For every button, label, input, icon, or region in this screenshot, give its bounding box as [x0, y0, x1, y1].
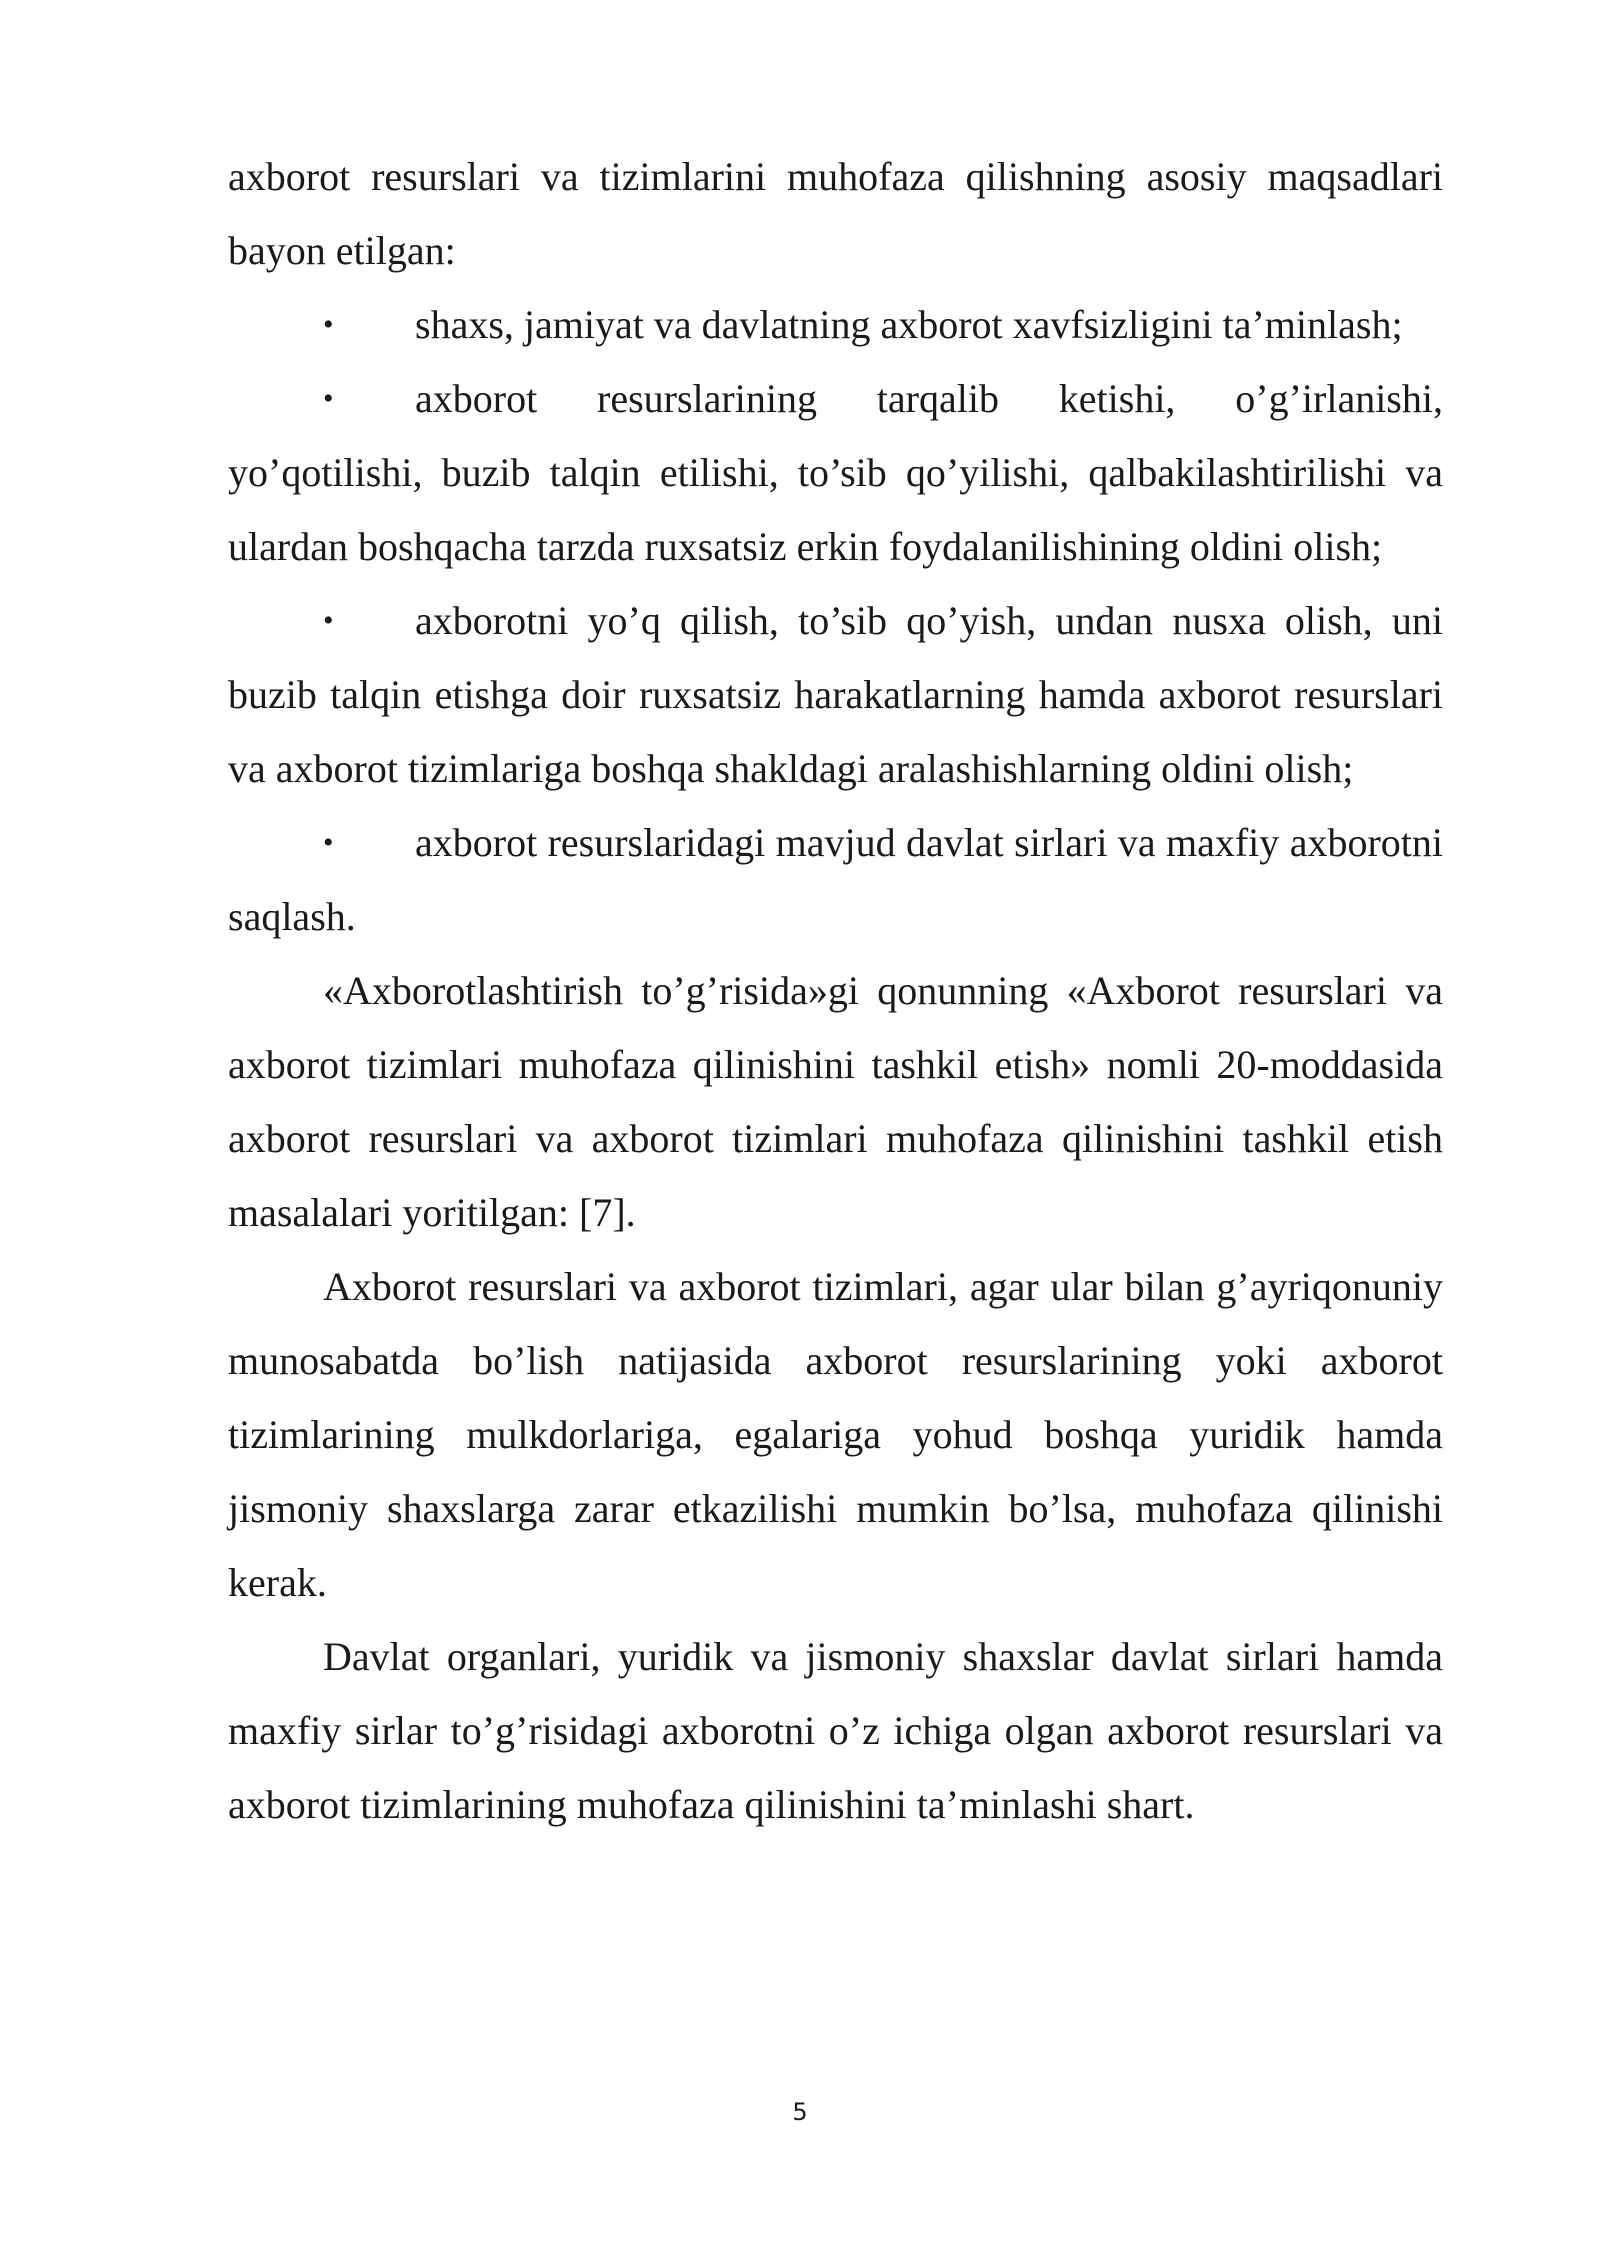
bullet-text: axborotni yo’q qilish, to’sib qo’yish, undan nusxa olish, uni buzib talqin etishga doir ruxsatsiz harakatlarning hamda axborot resurslari va axborot tizimlariga boshqa shakldagi aralashishlarning oldini olish;	[228, 598, 1443, 791]
bullet-marker: •	[323, 382, 334, 415]
paragraph: Davlat organlari, yuridik va jismoniy shaxslar davlat sirlari hamda maxfiy sirlar to’g’risidagi axborotni o’z ichiga olgan axborot resurslari va axborot tizimlarining muhofaza qilinishini ta’minlashi shart.	[228, 1634, 1443, 1827]
bullet-item	[228, 362, 1443, 584]
bullet-item	[228, 288, 1443, 362]
body-text	[228, 140, 1443, 1842]
bullet-text: shaxs, jamiyat va davlatning axborot xavfsizligini ta’minlash;	[415, 302, 1403, 347]
intro-paragraph: axborot resurslari va tizimlarini muhofaza qilishning asosiy maqsadlari bayon etilgan:	[228, 154, 1443, 273]
bullet-marker: •	[323, 826, 334, 859]
paragraph: «Axborotlashtirish to’g’risida»gi qonunning «Axborot resurslari va axborot tizimlari muhofaza qilinishini tashkil etish» nomli 20-moddasida axborot resurslari va axborot tizimlari muhofaza qilinishini tashkil etish masalalari yoritilgan: [7].	[228, 968, 1443, 1235]
bullet-item	[228, 806, 1443, 954]
bullet-marker: •	[323, 308, 334, 341]
bullet-item	[228, 584, 1443, 806]
bullet-marker: •	[323, 604, 334, 637]
bullet-text: axborot resurslaridagi mavjud davlat sirlari va maxfiy axborotni saqlash.	[228, 820, 1443, 939]
bullet-text: axborot resurslarining tarqalib ketishi, o’g’irlanishi, yo’qotilishi, buzib talqin etilishi, to’sib qo’yilishi, qalbakilashtirilishi va ulardan boshqacha tarzda ruxsatsiz erkin foydalanilishining oldini olish;	[228, 376, 1443, 569]
page-number: 5	[792, 2098, 808, 2126]
paragraph: Axborot resurslari va axborot tizimlari, agar ular bilan g’ayriqonuniy munosabatda bo’lish natijasida axborot resurslarining yoki axborot tizimlarining mulkdorlariga, egalariga yohud boshqa yuridik hamda jismoniy shaxslarga zarar etkazilishi mumkin bo’lsa, muhofaza qilinishi kerak.	[228, 1264, 1443, 1605]
